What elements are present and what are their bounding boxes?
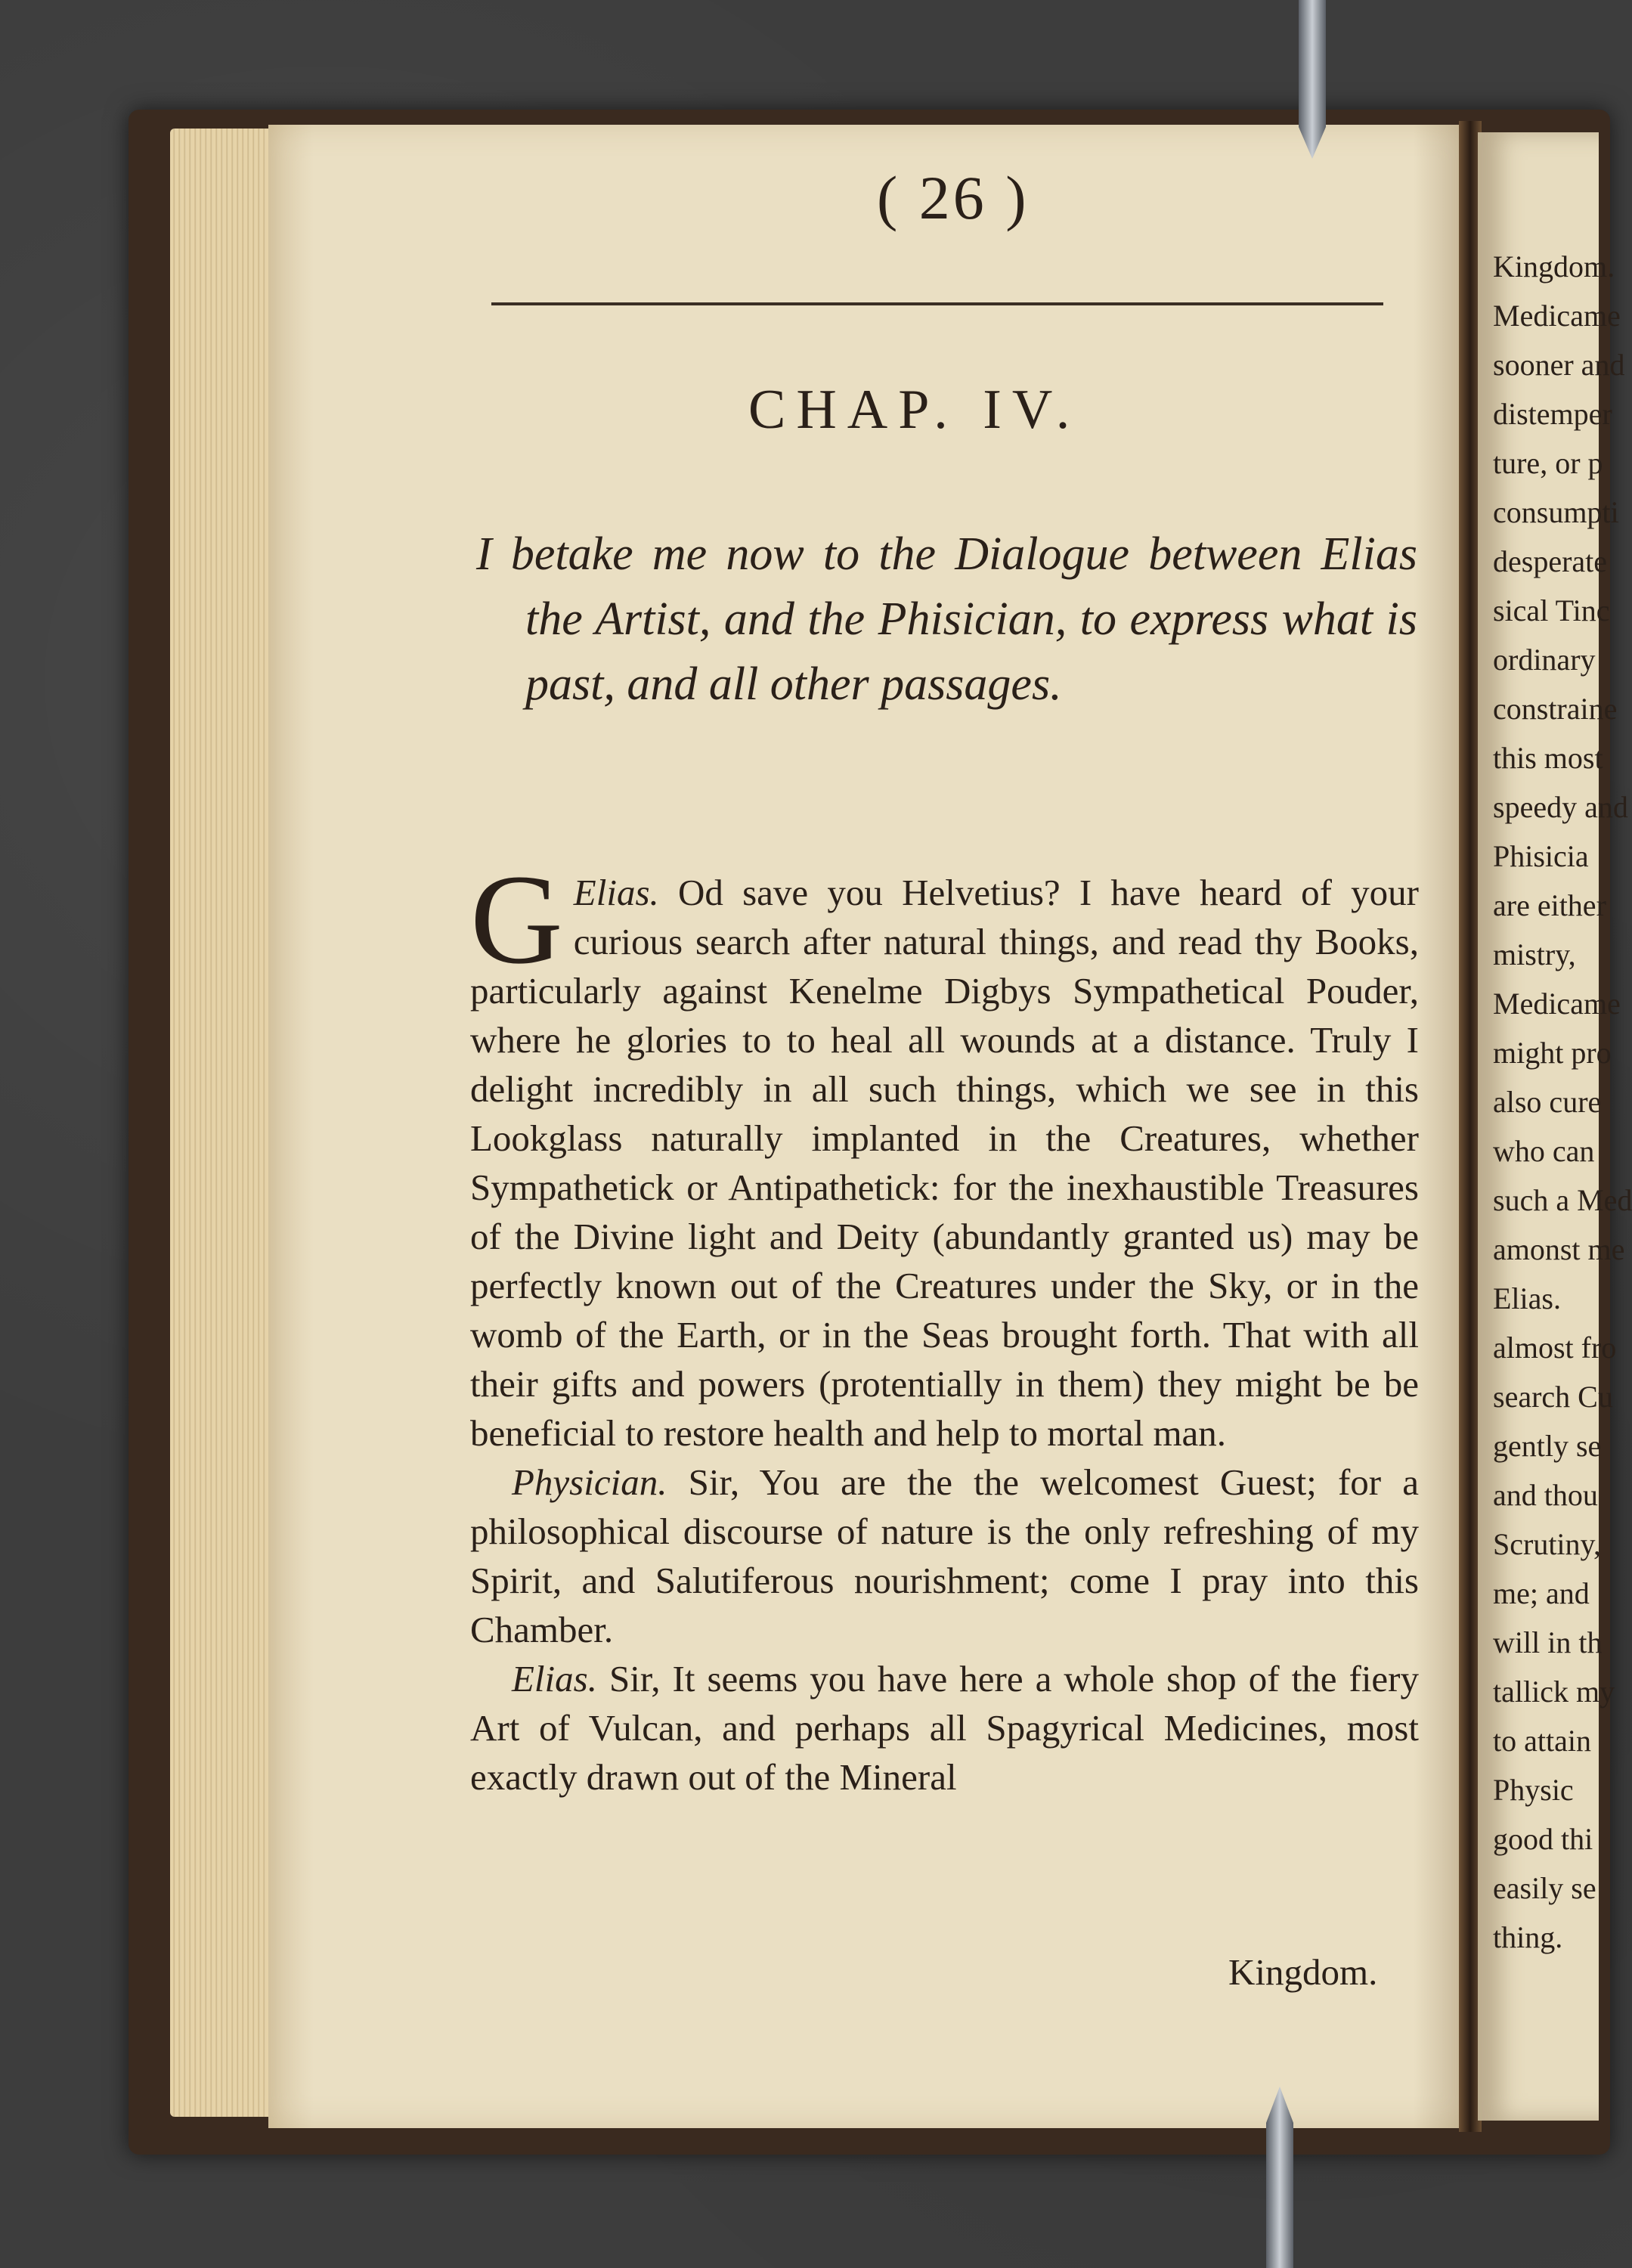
facing-page-line: to attain <box>1493 1724 1591 1758</box>
facing-page-line: constraine <box>1493 692 1618 726</box>
speaker-label: Physician. <box>512 1461 667 1503</box>
facing-page-line: distemper <box>1493 397 1612 431</box>
facing-page-line: Physic <box>1493 1773 1574 1807</box>
chapter-summary-text: I betake me now to the Dialogue between Elias the Artist, and the Phisician, to express what is past, and all other passages. <box>476 528 1417 710</box>
facing-page-line: Medicame <box>1493 299 1621 333</box>
facing-page-line: mistry, <box>1493 937 1576 971</box>
facing-page-line: Medicame <box>1493 987 1621 1021</box>
catchword: Kingdom. <box>1228 1951 1378 1993</box>
facing-page-line: desperate <box>1493 544 1608 578</box>
facing-page-line: amonst me <box>1493 1232 1625 1266</box>
facing-page-line: tallick my <box>1493 1675 1615 1709</box>
paragraph-elias-2 <box>470 1654 1419 1802</box>
drop-cap: G <box>470 848 563 990</box>
paragraph-text: Od save you Helvetius? I have heard of your curious search after natural things, and read thy Books, particularly against Kenelme Digbys Sympathetical Pouder, where he glories to to heal all wounds at a distance. Truly I delight incredibly in all such things, which we see in this Lookglass naturally implanted in the Creatures, whether Sympathetick or Antipathetick: for the inexhaustible Treasures of the Divine light and Deity (abundantly granted us) may be perfectly known out of the Creatures under the Sky, or in the womb of the Earth, or in the Seas brought forth. That with all their gifts and powers (protentially in them) they might be be beneficial to restore health and help to mortal man. <box>470 872 1419 1454</box>
header-rule <box>491 302 1383 305</box>
chapter-summary <box>476 522 1417 717</box>
facing-page-line: this most <box>1493 741 1603 775</box>
facing-page-line: sical Tinc <box>1493 593 1610 627</box>
facing-page-line: consumpti <box>1493 495 1619 529</box>
facing-page-line: speedy and <box>1493 790 1628 824</box>
facing-page-line: good thi <box>1493 1822 1593 1856</box>
page-edges <box>170 129 276 2117</box>
facing-page-text <box>1493 242 1632 1962</box>
facing-page-line: might pro <box>1493 1036 1612 1070</box>
paragraph-text: Sir, You are the the welcomest Guest; for a philosophical discourse of nature is the only refreshing of my Spirit, and Salutiferous nourishment; come I pray into this Chamber. <box>470 1461 1420 1650</box>
page-number: ( 26 ) <box>877 163 1030 232</box>
paragraph-text: Sir, It seems you have here a whole shop of the fiery Art of Vulcan, and perhaps all Spagyrical Medicines, most exactly drawn out of the Mineral <box>470 1658 1419 1798</box>
facing-page-line: thing. <box>1493 1920 1563 1954</box>
paragraph-elias-1 <box>470 848 1419 1458</box>
body-text <box>470 848 1420 1802</box>
facing-page-line: ordinary <box>1493 643 1596 677</box>
speaker-label: Elias. <box>512 1658 597 1699</box>
page-clip-bottom-icon <box>1266 2087 1293 2268</box>
facing-page-line: Kingdom. <box>1493 249 1615 284</box>
facing-page-line: Elias. <box>1493 1281 1561 1315</box>
facing-page-line: gently se <box>1493 1429 1602 1463</box>
facing-page-line: Phisicia <box>1493 839 1589 873</box>
paragraph-physician <box>470 1458 1419 1654</box>
facing-page-line: also cure <box>1493 1085 1602 1119</box>
facing-page-line: will in th <box>1493 1625 1603 1659</box>
facing-page-line: ture, or p <box>1493 446 1603 480</box>
facing-page-line: easily se <box>1493 1871 1596 1905</box>
facing-page-line: who can <box>1493 1134 1595 1168</box>
facing-page-line: such a Med <box>1493 1183 1632 1217</box>
chapter-heading: CHAP. IV. <box>748 379 1081 441</box>
page-clip-top-icon <box>1299 0 1326 159</box>
facing-page-line: search Cu <box>1493 1380 1613 1414</box>
facing-page-line: sooner and <box>1493 348 1625 382</box>
speaker-label: Elias. <box>573 872 659 913</box>
facing-page-line: and thou <box>1493 1478 1598 1512</box>
facing-page-line: are either <box>1493 888 1606 922</box>
facing-page-line: Scrutiny, <box>1493 1527 1601 1561</box>
facing-page-line: almost fro <box>1493 1331 1617 1365</box>
facing-page-line: me; and <box>1493 1576 1590 1610</box>
